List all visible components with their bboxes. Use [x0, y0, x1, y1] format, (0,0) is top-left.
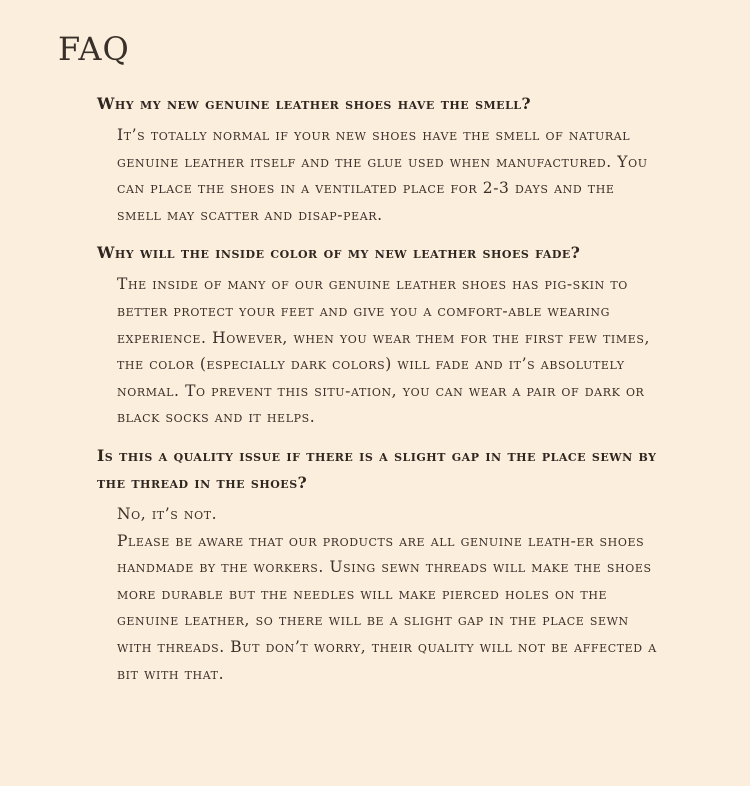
faq-item [97, 239, 697, 431]
faq-list [97, 90, 697, 698]
faq-question: Is this a quality issue if there is a slight gap in the place sewn by the thread in the shoes? [97, 445, 657, 492]
faq-answer [117, 271, 662, 431]
faq-question: Why my new genuine leather shoes have the smell? [97, 94, 532, 113]
faq-answer [117, 122, 662, 228]
faq-item [97, 442, 697, 687]
faq-title: FAQ [58, 30, 130, 68]
faq-answer [117, 501, 662, 687]
faq-question: Why will the inside color of my new leather shoes fade? [97, 243, 581, 263]
faq-answer-paragraph: No, it’s not. [117, 504, 218, 523]
faq-answer-paragraph: The inside of many of our genuine leather shoes has pig-skin to better protect your feet and give you a comfort-able wearing experience. However, when you wear them for the first few times, the color (especially dark colors) will fade and it’s absolutely normal. To prevent this situ-ation, you can wear a pair of dark or black socks and it helps. [117, 275, 650, 427]
faq-answer-paragraph: Please be aware that our products are all genuine leath-er shoes handmade by the workers. Using sewn threads will make the shoes more durable but the needles will make pierced holes on the genuine leather, so there will be a slight gap in the place sewn with threads. But don’t worry, their quality will not be affected a bit with that. [117, 531, 657, 683]
faq-answer-paragraph: It’s totally normal if your new shoes have the smell of natural genuine leather itself and the glue used when manufactured. You can place the shoes in a ventilated place for 2-3 days and the smell may scatter and disap-pear. [117, 126, 648, 224]
faq-item [97, 90, 697, 228]
